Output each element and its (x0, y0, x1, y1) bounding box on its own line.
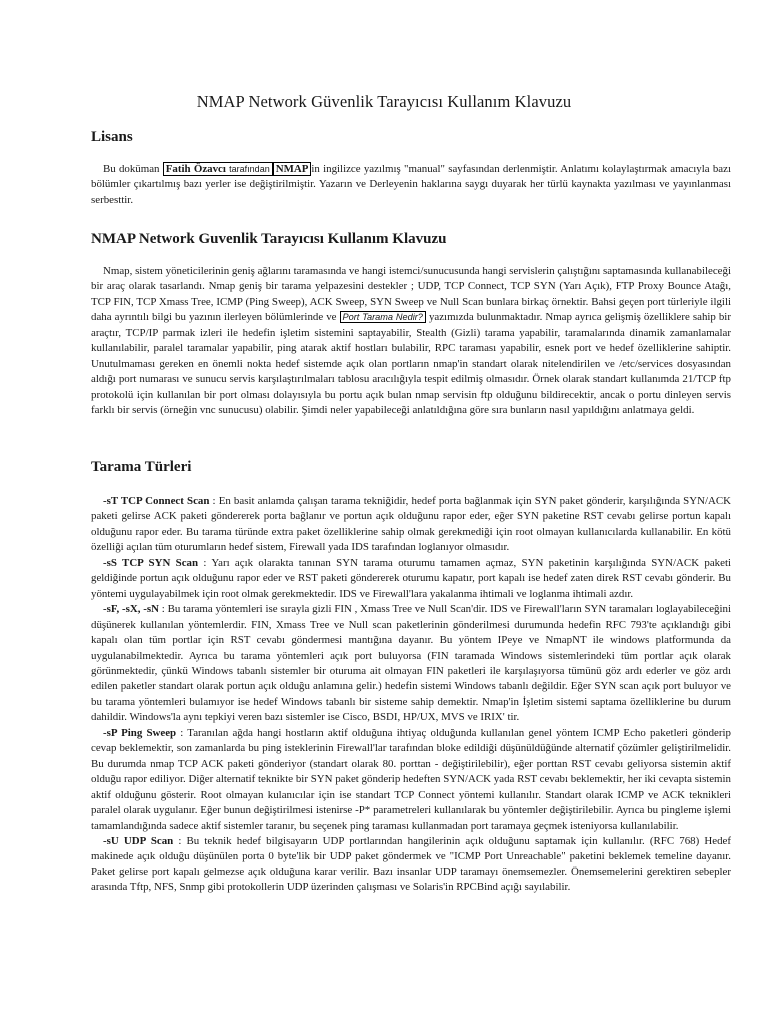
author-name: Fatih Özavcı (165, 163, 226, 175)
port-tarama-link[interactable]: Port Tarama Nedir? (340, 311, 426, 323)
scan-name: -sP Ping Sweep (103, 726, 177, 739)
scan-item-ss (91, 556, 731, 602)
overview-after-link: yazımızda bulunmaktadır. Nmap ayrıca gelişmiş özelliklere sahip bir araçtır, TCP/IP parmak izleri ile hedefin işletim sistemini saptayabilir, Stealth (Gizli) tarama yapabilir, taramalarında dinamik zamanlamalar kullanılabilir, paralel taramalar yapabilir, ping atarak aktif hostları bulabilir, RPC taraması yapabilir, esnek port ve hedef özelliklerine sahiptir. Unutulmaması gereken en önemli nokta hedef sistemde açık olan portların nmap'in standart olarak nitelendirilen ve /etc/services dosyasından aldığı port numarası ve sunucu servis karşılaştırılmaları tablosu aracılığıyla tespit edilmiş olmasıdır. Örnek olarak standart kullanımda 21/TCP ftp protokolü için kullanılan bir port olması dolayısıyla bu portu açık bulan nmap servisin ftp olduğunu bildirecektir, ancak o portu dinleyen servis farklı bir servis (örneğin vnc sunucusu) olabilir. Şimdi neler yapabileceği anlatıldığına göre sıra bunların nasıl yapıldığını anlatmaya geldi. (91, 311, 731, 417)
section-heading-overview: NMAP Network Guvenlik Tarayıcısı Kullanım Klavuzu (91, 231, 447, 247)
scan-item-su (91, 834, 731, 896)
document-title: NMAP Network Güvenlik Tarayıcısı Kullanım Klavuzu (196, 92, 572, 111)
section-heading-lisans: Lisans (91, 129, 133, 145)
scan-list (0, 494, 731, 896)
lisans-rest: in ingilizce yazılmış "manual" sayfasından derlenmiştir. Anlatımı kolaylaştırmak amacıyla bazı bölümler çıkartılmış bazı yerler ise değiştirilmiştir. Yazarın ve Derleyenin haklarına saygı duyarak her türlü kaynakta yazılması ve yayınlanması serbesttir. (91, 163, 731, 206)
lisans-intro: Bu doküman (103, 163, 160, 175)
scan-name: -sF, -sX, -sN (103, 603, 159, 616)
overview-before-link: Nmap, sistem yöneticilerinin geniş ağlarını taramasında ve hangi istemci/sunucusunda hangi servislerin çalıştığını saptamasında kullanabileceği bir araç olarak tasarlandı. Nmap geniş bir tarama yelpazesini destekler ; UDP, TCP Connect, TCP SYN (Yarı Açık), FTP Proxy Bounce Atağı, TCP FIN, TCP Xmass Tree, ICMP (Ping Sweep), ACK Sweep, SYN Sweep ve Null Scan bunlara birkaç örnektir. Bahsi geçen port türleriyle ilgili daha ayrıntılı bilgi bu yazının ilerleyen bölümlerinde ve (91, 265, 731, 324)
section-heading-tarama: Tarama Türleri (91, 459, 192, 475)
author-by: tarafından (229, 164, 270, 174)
scan-text: : Bu tarama yöntemleri ise sırayla gizli FIN , Xmass Tree ve Null Scan'dir. IDS ve Firewall'ların SYN taramaları loglayabileceğini düşünerek kullanılan yöntemlerdir. FIN, Xmass Tree ve Null scan paketlerinin gönderilmesi durumunda hedefin RFC 793'te açıklandığı gibi kapalı olan tüm portlar için RST cevabı göndermesi mantığına dayanır. Bu yöntem IPeye ve NmapNT ile windows platformunda da uygulanabilmektedir. Ayrıca bu tarama yöntemleri açık port buluyorsa (FIN taramada Windows sistemlerindeki tüm portlar açık olarak görünmektedir, çünkü Windows tabanlı sistemler bir oturuma ait olmayan FIN paketleri ile karşılaşıyorsa tümünü göz ardı ederler ve göz ardı edilen paketler standart olarak portun açık olduğu anlamına gelir.) hedefin sistemi Windows tabanlı değildir. Eğer SYN scan açık port buluyor ve bu tarama yöntemleri bulamıyor ise hedef Windows tabanlı bir sisteme sahip demektir. Nmap'in İşletim sistemi saptama özelliklerine bu durum dahildir. Windows'la aynı tepkiyi veren bazı sistemler ise Cisco, BSDI, HP/UX, MVS ve IRIX' tir. (91, 603, 731, 724)
scan-name: -sU UDP Scan (103, 834, 174, 847)
scan-name: -sS TCP SYN Scan (103, 556, 199, 569)
overview-paragraph (91, 264, 731, 419)
author-box (163, 162, 273, 176)
scan-item-sp (91, 726, 731, 834)
scan-item-st (91, 494, 731, 556)
nmap-box: NMAP (273, 162, 312, 176)
scan-name: -sT TCP Connect Scan (103, 495, 210, 507)
scan-item-sf (91, 602, 731, 726)
lisans-paragraph (91, 162, 731, 208)
scan-text: : En basit anlamda çalışan tarama tekniğidir, hedef porta bağlanmak için SYN paket gönderir, karşılığında SYN/ACK paketi gelirse ACK paketi göndererek porta bağlanır ve portun açık olduğunu rapor eder, eğer SYN paketine RST cevabı gelirse portun kapalı olduğunu rapor eder. Bu tarama türünde extra paket özelliklerine sahip olmak gerekmediği için root olmayan kullanıcılarda kullanabilir. En kötü özelliği açılan tüm oturumların hedef sistem, Firewall yada IDS tarafından loglanıyor olmasıdır. (91, 495, 731, 554)
scan-text: : Bu teknik hedef bilgisayarın UDP portlarından hangilerinin açık olduğunu saptamak için kullanılır. (RFC 768) Hedef makinede açık olduğu düşünülen porta 0 byte'lik bir UDP paket göndermek ve "ICMP Port Unreachable" paketini beklemek temeline dayanır. Paket gelirse port kapalı gelmezse açık olduğuna karar verilir. Bazı insanlar UDP taramayı önemsemezler. Önemsemelerini gerektiren sebepler arasında Tftp, NFS, Snmp gibi protokollerin UDP üzerinden çalışması ve Solaris'in RPCBind açığı sayılabilir. (91, 834, 731, 894)
scan-text: : Taranılan ağda hangi hostların aktif olduğuna ihtiyaç olduğunda kullanılan genel yöntem ICMP Echo paketleri gönderip cevap beklemektir, son zamanlarda bu ping isteklerinin Firewall'lar tarafından bloke edildiği düşünüldüğünde alternatif çözümler geliştirilmelidir. Bu durumda nmap TCP ACK paketi gönderiyor (standart olarak 80. porttan - değiştirilebilir), eğer porttan RST cevabı geliyorsa sistemin aktif olduğu rapor ediliyor. Diğer alternatif teknikte bir SYN paket gönderip hedeften SYN/ACK yada RST cevabı beklemektir, her iki cevapta sistemin aktif olduğunu gösterir. Root olmayan kulanıcılar için ise standart TCP Connect yöntemi kullanılır. Standart olarak ICMP ve ACK teknikleri paralel olarak uygulanır. Eğer bunun değiştirilmesi istenirse -P* parametreleri kullanılarak bu yöntemler değiştirilebilir. Ayrıca bu pingleme işlemi tamamlandığında sadece aktif sistemler taranır, bu seçenek ping taraması kullanmadan port taramaya geçmek isteniyorsa kullanılabilir. (91, 726, 731, 832)
scan-text: : Yarı açık olarakta tanınan SYN tarama oturumu tamamen açmaz, SYN paketinin karşılığında SYN/ACK paketi geldiğinde portun açık olduğunu rapor eder ve RST paketi göndererek oturumu kapatır, port kapalı ise hedef zaten direk RST cevabı gönderir. Bu yöntemi uygulayabilmek için root olmak gerekmektedir. IDS ve Firewall'lara yakalanma ihtimali ve loglanma ihtimali azdır. (91, 556, 731, 600)
